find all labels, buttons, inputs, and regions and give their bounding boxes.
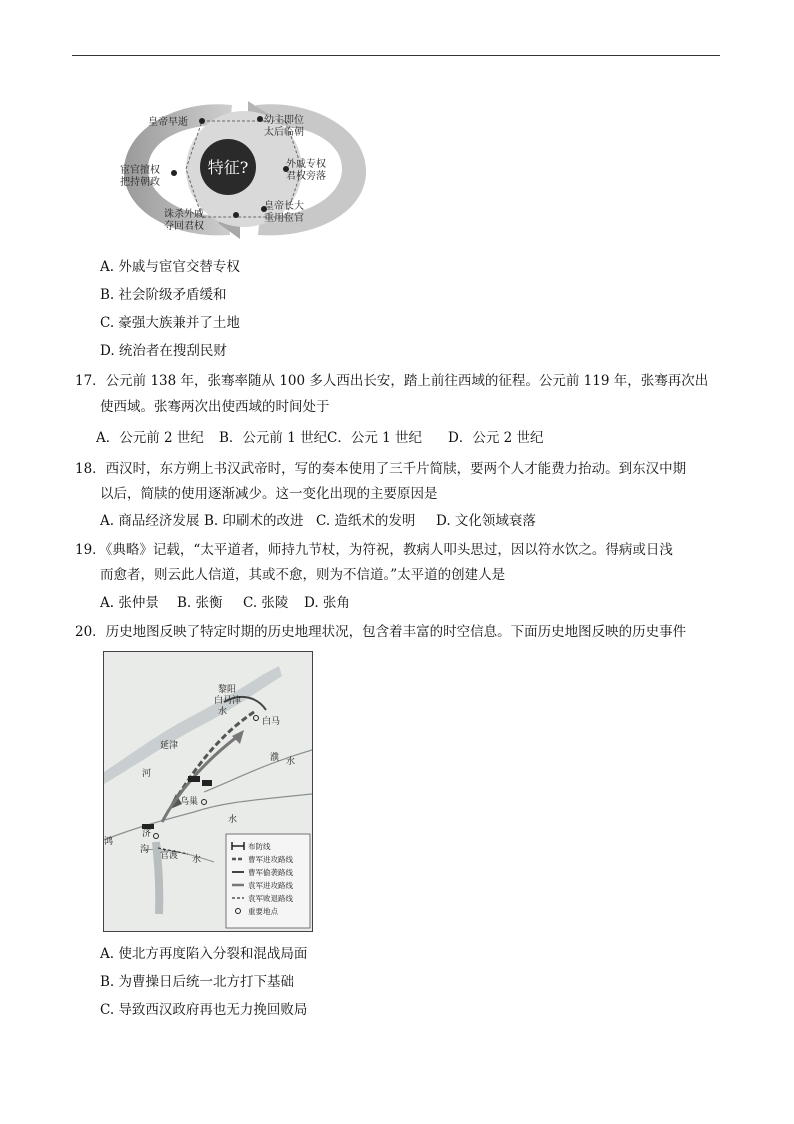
place-dot (154, 834, 159, 839)
map-label: 乌巢 (180, 797, 199, 807)
legend-label: 曹军偷袭路线 (248, 868, 293, 877)
route-arrowhead (232, 730, 244, 744)
q17-stem-line2: 使西域。张骞两次出使西域的时间处于 (100, 399, 330, 415)
legend-label: 重要地点 (248, 907, 278, 916)
place-dot (254, 716, 259, 721)
q19-stem-line2: 而愈者，则云此人信道，其或不愈，则为不信道。”太平道的创建人是 (100, 567, 506, 583)
map-label: 水 (286, 757, 296, 767)
q17-option-c: C．公元 1 世纪 (327, 430, 423, 446)
node-label-eunuch-power: 宦官擅权把持朝政 (120, 165, 160, 188)
q18-stem-line1: 18．西汉时，东方朔上书汉武帝时，写的奏本使用了三千片简牍，要两个人才能费力抬动。到东汉中期 (75, 461, 687, 477)
node-dot (199, 118, 205, 124)
map-label: 水 (218, 707, 228, 717)
q19-option-a: A. 张仲景 (100, 595, 159, 611)
node-label-consort-kin-power: 外戚专权君权旁落 (286, 159, 326, 182)
legend-label: 曹军进攻路线 (248, 855, 293, 864)
node-label-kill-consort-kin: 诛杀外戚夺回君权 (164, 209, 204, 232)
center-label: 特征? (207, 158, 249, 177)
q18-option-b: B. 印刷术的改进 (204, 513, 304, 529)
q18-option-d: D. 文化领域衰落 (436, 513, 536, 529)
legend-label: 袁军进攻路线 (248, 881, 293, 890)
q17-option-d: D．公元 2 世纪 (448, 430, 544, 446)
node-dot (257, 116, 263, 122)
q17-stem-line1: 17．公元前 138 年，张骞率随从 100 多人西出长安，踏上前往西域的征程。公元前 119 年，张骞再次出 (75, 373, 709, 389)
place-dot (202, 800, 207, 805)
q19-option-b: B. 张衡 (177, 595, 223, 611)
q17-option-b: B．公元前 1 世纪 (219, 430, 328, 446)
q20-stem-line1: 20．历史地图反映了特定时期的历史地理状况，包含着丰富的时空信息。下面历史地图反映的历史事件 (75, 624, 687, 640)
q17-option-a: A．公元前 2 世纪 (96, 430, 204, 446)
q20-option-a: A. 使北方再度陷入分裂和混战局面 (100, 946, 308, 962)
q16-option-a: A. 外戚与宦官交替专权 (100, 259, 240, 275)
map-label: 黎阳 (218, 685, 237, 695)
historical-map (103, 651, 313, 932)
node-dot (233, 212, 239, 218)
honggou-canal (156, 842, 159, 914)
q19-option-d: D. 张角 (304, 595, 350, 611)
yellow-river (104, 666, 282, 784)
q19-stem-line1: 19．《典略》记载，“太平道者，师持九节杖，为符祝，教病人叩头思过，因以符水饮之。得病或日浅 (75, 542, 673, 558)
map-label: 白马 (262, 717, 281, 727)
cycle-diagram (120, 97, 368, 242)
map-label: 延津 (160, 741, 179, 751)
map-label: 沟 (140, 845, 150, 855)
map-label: 官渡 (160, 851, 179, 861)
map-label: 水 (228, 815, 238, 825)
q20-option-b: B. 为曹操日后统一北方打下基础 (100, 974, 295, 990)
q18-stem-line2: 以后，简牍的使用逐渐减少。这一变化出现的主要原因是 (100, 486, 438, 502)
map-label: 水 (192, 855, 202, 865)
map-label: 鸿 (104, 837, 114, 847)
q20-option-c: C. 导致西汉政府再也无力挽回败局 (100, 1002, 308, 1018)
map-label: 济 (142, 829, 152, 839)
ji-river (104, 794, 312, 840)
header-rule (72, 55, 720, 56)
q16-option-b: B. 社会阶级矛盾缓和 (100, 287, 227, 303)
legend-label: 袁军败退路线 (248, 894, 293, 903)
map-label: 河 (142, 769, 152, 779)
map-label: 白马津 (214, 696, 242, 706)
map-label: 濮 (270, 753, 280, 763)
q19-option-c: C. 张陵 (243, 595, 289, 611)
node-label-young-emperor: 幼主即位太后临朝 (264, 115, 304, 138)
node-label-emperor-early-death: 皇帝早逝 (148, 117, 188, 128)
pu-river (204, 750, 312, 792)
q18-option-c: C. 造纸术的发明 (316, 513, 416, 529)
map-svg (104, 652, 312, 931)
node-dot (171, 170, 177, 176)
node-label-emperor-uses-eunuchs: 皇帝长大重用宦官 (264, 201, 304, 224)
q18-option-a: A. 商品经济发展 (100, 513, 200, 529)
q16-option-d: D. 统治者在搜刮民财 (100, 343, 227, 359)
q16-option-c: C. 豪强大族兼并了土地 (100, 315, 240, 331)
legend-label: 布防线 (248, 842, 271, 851)
